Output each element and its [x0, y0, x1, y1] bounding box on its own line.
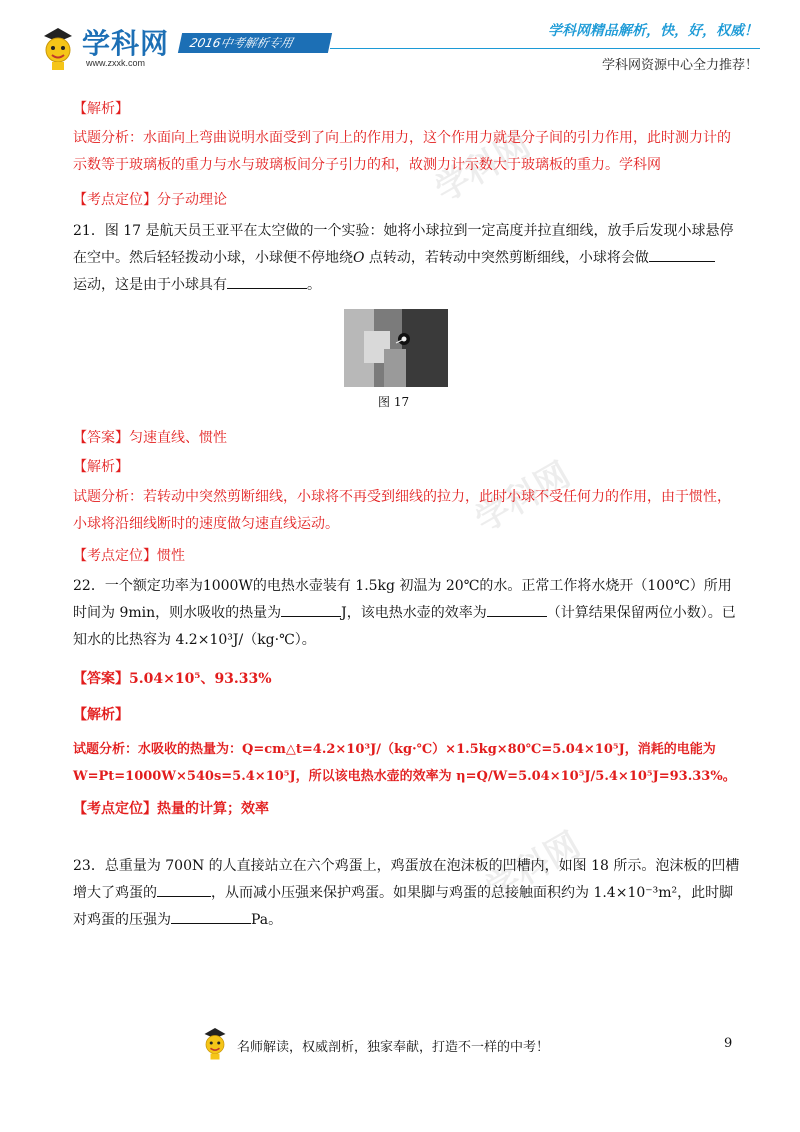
- question-text: ，从而减小压强来保护鸡蛋。如果脚与鸡蛋的总接触面积约为 1.4×10⁻³m²，此时脚对鸡蛋的压强为: [73, 885, 734, 928]
- answer-blank[interactable]: [227, 274, 307, 289]
- question-text: J，该电热水壶的效率为: [341, 605, 487, 621]
- analysis-line-2: W=Pt=1000W×540s=5.4×10⁵J，所以该电热水壶的效率为 η=Q/W=5.04×10⁵J/5.4×10⁵J=93.33%。: [73, 769, 736, 784]
- mascot-icon: [38, 24, 78, 72]
- question-text: 。: [307, 277, 321, 293]
- figure-caption: 图 17: [378, 395, 410, 409]
- watermark: 学科网: [428, 124, 537, 211]
- answer-value: 匀速直线、惯性: [129, 430, 227, 446]
- header-divider: [330, 48, 760, 49]
- question-text: （计算结果保留两位小数）。已知水的比热容为 4.2×10³J/（kg·℃）。: [73, 605, 736, 648]
- logo-title: 学科网: [82, 27, 170, 60]
- kaodian-value: 分子动理论: [157, 192, 227, 208]
- analysis-line-1: 试题分析：水吸收的热量为：Q=cm△t=4.2×10³J/（kg·℃）×1.5kg×80℃=5.04×10⁵J，消耗的电能为: [73, 742, 716, 757]
- recommend-text: 学科网资源中心全力推荐！: [601, 58, 758, 73]
- kaodian-label: 【考点定位】: [73, 801, 157, 817]
- answer-label: 【答案】: [73, 430, 129, 446]
- kaodian-value: 热量的计算；效率: [157, 801, 269, 817]
- question-23: [73, 853, 743, 934]
- kaodian-label: 【考点定位】: [73, 192, 157, 208]
- answer-line: [73, 666, 743, 693]
- kaodian-label: 【考点定位】: [73, 548, 157, 564]
- question-22: [73, 573, 743, 654]
- mascot-icon: [200, 1024, 230, 1062]
- analysis-label: 【解析】: [73, 707, 129, 723]
- astronaut-image: [344, 309, 448, 387]
- kaodian-line: [73, 543, 743, 570]
- answer-label: 【答案】: [73, 671, 129, 687]
- question-text: Pa。: [251, 912, 283, 928]
- variable-o: O: [353, 250, 365, 266]
- question-text: 23．总重量为 700N 的人直接站立在六个鸡蛋上，鸡蛋放在泡沫板的凹槽内，如图 18 所示。泡沫板的凹槽增大了鸡蛋的: [73, 858, 740, 901]
- page-number: 9: [724, 1036, 733, 1051]
- answer-blank[interactable]: [171, 909, 251, 924]
- question-text: 22．一个额定功率为1000W的电热水壶装有 1.5kg 初温为 20℃的水。正常工作将水烧开（100℃）所用时间为 9min，则水吸收的热量为: [73, 578, 732, 621]
- watermark: 学科网: [468, 454, 577, 541]
- answer-blank[interactable]: [157, 882, 211, 897]
- exam-banner: 2016中考解析专用: [178, 33, 332, 53]
- analysis-label: 【解析】: [73, 101, 129, 117]
- question-text: 21．图 17 是航天员王亚平在太空做的一个实验：她将小球拉到一定高度并拉直细线，放手后发现小球悬停在空中。然后轻轻拨动小球，小球便不停地绕: [73, 223, 734, 266]
- answer-value: 5.04×10⁵、93.33%: [129, 671, 272, 687]
- kaodian-line: [73, 187, 743, 214]
- logo-url: www.zxxk.com: [86, 58, 146, 68]
- analysis-label: 【解析】: [73, 459, 129, 475]
- watermark: 学科网: [478, 824, 587, 911]
- answer-blank[interactable]: [649, 247, 715, 262]
- question-text: 运动，这是由于小球具有: [73, 277, 227, 293]
- analysis-text: 试题分析：若转动中突然剪断细线，小球将不再受到细线的拉力，此时小球不受任何力的作用，由于惯性，小球将沿细线断时的速度做匀速直线运动。: [73, 489, 731, 532]
- figure-17-photo: [344, 309, 448, 387]
- question-text: 点转动，若转动中突然剪断细线，小球将会做: [364, 250, 649, 266]
- footer-slogan: 名师解读，权威剖析，独家奉献，打造不一样的中考！: [237, 1040, 550, 1055]
- kaodian-value: 惯性: [157, 548, 185, 564]
- answer-line: [73, 425, 743, 452]
- question-21: [73, 218, 743, 299]
- kaodian-line: [73, 796, 743, 823]
- analysis-text: 试题分析：水面向上弯曲说明水面受到了向上的作用力，这个作用力就是分子间的引力作用，此时测力计的示数等于玻璃板的重力与水与玻璃板间分子引力的和，故测力计示数大于玻璃板的重力。学科网: [73, 130, 731, 173]
- slogan: 学科网精品解析，快，好，权威！: [548, 23, 758, 39]
- answer-blank[interactable]: [281, 602, 341, 617]
- answer-blank[interactable]: [487, 602, 547, 617]
